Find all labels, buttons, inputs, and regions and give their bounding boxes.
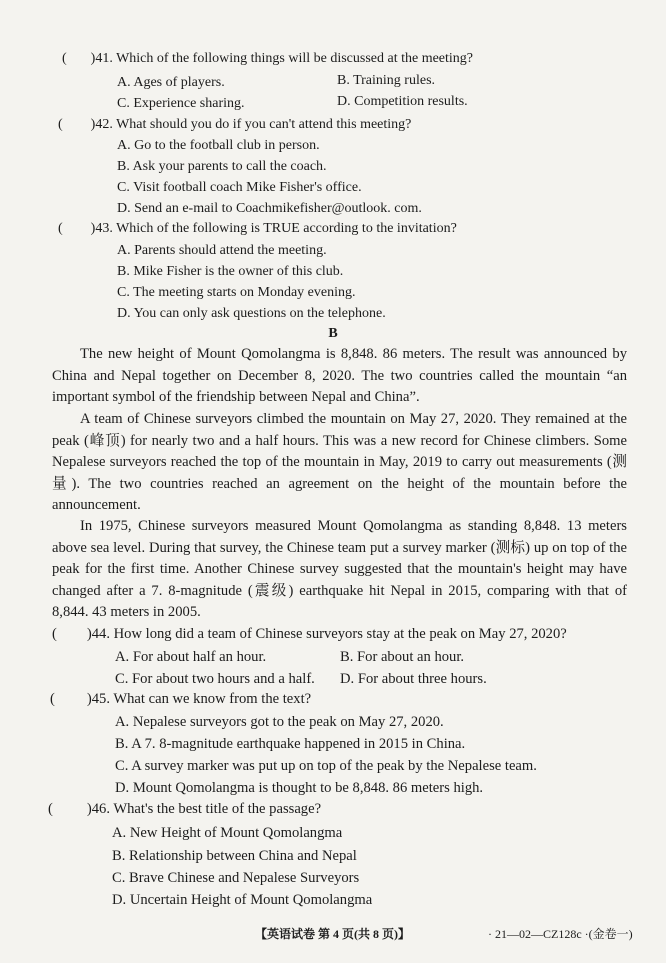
answer-paren: ( [58, 117, 63, 132]
option-43-d: D. You can only ask questions on the telephone. [117, 306, 386, 321]
option-46-a: A. New Height of Mount Qomolangma [112, 825, 343, 841]
option-46-d: D. Uncertain Height of Mount Qomolangma [112, 892, 373, 908]
passage-paragraph-3: In 1975, Chinese surveyors measured Mount Qomolangma as standing 8,848. 13 meters above sea level. During that survey, the Chinese team put a survey marker (测标) up on top of the peak for the first time. Another Chinese survey suggested that the mountain's height may have changed after a 7. 8-magnitude (震级) earthquake hit Nepal in 2015, comparing with that of 8,844. 43 meters in 2005. [52, 518, 627, 621]
option-43-b: B. Mike Fisher is the owner of this club. [117, 264, 344, 279]
question-41 [62, 50, 473, 68]
section-heading: B [328, 326, 338, 341]
option-41-c: C. Experience sharing. [117, 96, 245, 111]
option-41-d: D. Competition results. [337, 94, 468, 109]
answer-paren: ( [62, 51, 67, 66]
option-41-a: A. Ages of players. [117, 75, 225, 90]
option-43-c: C. The meeting starts on Monday evening. [117, 285, 356, 300]
answer-paren: ( [58, 221, 63, 236]
answer-paren: ( [48, 801, 53, 817]
question-stem: )45. What can we know from the text? [86, 691, 312, 707]
question-stem: )43. Which of the following is TRUE according to the invitation? [90, 221, 457, 236]
question-46 [48, 800, 321, 818]
option-42-d: D. Send an e-mail to Coachmikefisher@outlook. com. [117, 201, 422, 216]
question-44 [52, 625, 567, 643]
answer-paren: ( [50, 691, 55, 707]
option-45-c: C. A survey marker was put up on top of the peak by the Nepalese team. [115, 758, 537, 774]
passage-paragraph-2: A team of Chinese surveyors climbed the mountain on May 27, 2020. They remained at the peak (峰顶) for nearly two and a half hours. This was a new record for Chinese climbers. Some Nepalese surveyors reached the top of the mountain in May, 2019 to carry out measurements (测量). The two countries reached an agreement on the height of the mountain before the announcement. [52, 411, 627, 514]
option-44-c: C. For about two hours and a half. [115, 671, 315, 687]
question-45 [50, 690, 311, 708]
question-43 [58, 220, 457, 238]
question-42 [58, 116, 411, 134]
question-stem: )44. How long did a team of Chinese surveyors stay at the peak on May 27, 2020? [86, 626, 567, 642]
option-42-c: C. Visit football coach Mike Fisher's office. [117, 180, 362, 195]
answer-paren: ( [52, 626, 57, 642]
option-43-a: A. Parents should attend the meeting. [117, 243, 327, 258]
page-footer-center: 【英语试卷 第 4 页(共 8 页)】 [255, 927, 410, 941]
passage-paragraph-1: The new height of Mount Qomolangma is 8,848. 86 meters. The result was announced by China and Nepal together on December 8, 2020. The two countries called the mountain “an important symbol of the friendship between Nepal and China”. [52, 346, 627, 406]
question-stem: )42. What should you do if you can't attend this meeting? [90, 117, 412, 132]
option-46-b: B. Relationship between China and Nepal [112, 848, 357, 864]
option-41-b: B. Training rules. [337, 73, 436, 88]
option-42-a: A. Go to the football club in person. [117, 138, 320, 153]
question-stem: )46. What's the best title of the passage? [86, 801, 322, 817]
option-44-d: D. For about three hours. [340, 671, 487, 687]
option-42-b: B. Ask your parents to call the coach. [117, 159, 327, 174]
page-footer-code: · 21—02—CZ128c ·(金卷一) [488, 927, 633, 941]
option-45-b: B. A 7. 8-magnitude earthquake happened in 2015 in China. [115, 736, 466, 752]
question-stem: )41. Which of the following things will be discussed at the meeting? [90, 51, 474, 66]
option-45-d: D. Mount Qomolangma is thought to be 8,848. 86 meters high. [115, 780, 484, 796]
option-44-b: B. For about an hour. [340, 649, 465, 665]
option-45-a: A. Nepalese surveyors got to the peak on May 27, 2020. [115, 714, 444, 730]
option-44-a: A. For about half an hour. [115, 649, 267, 665]
option-46-c: C. Brave Chinese and Nepalese Surveyors [112, 870, 360, 886]
